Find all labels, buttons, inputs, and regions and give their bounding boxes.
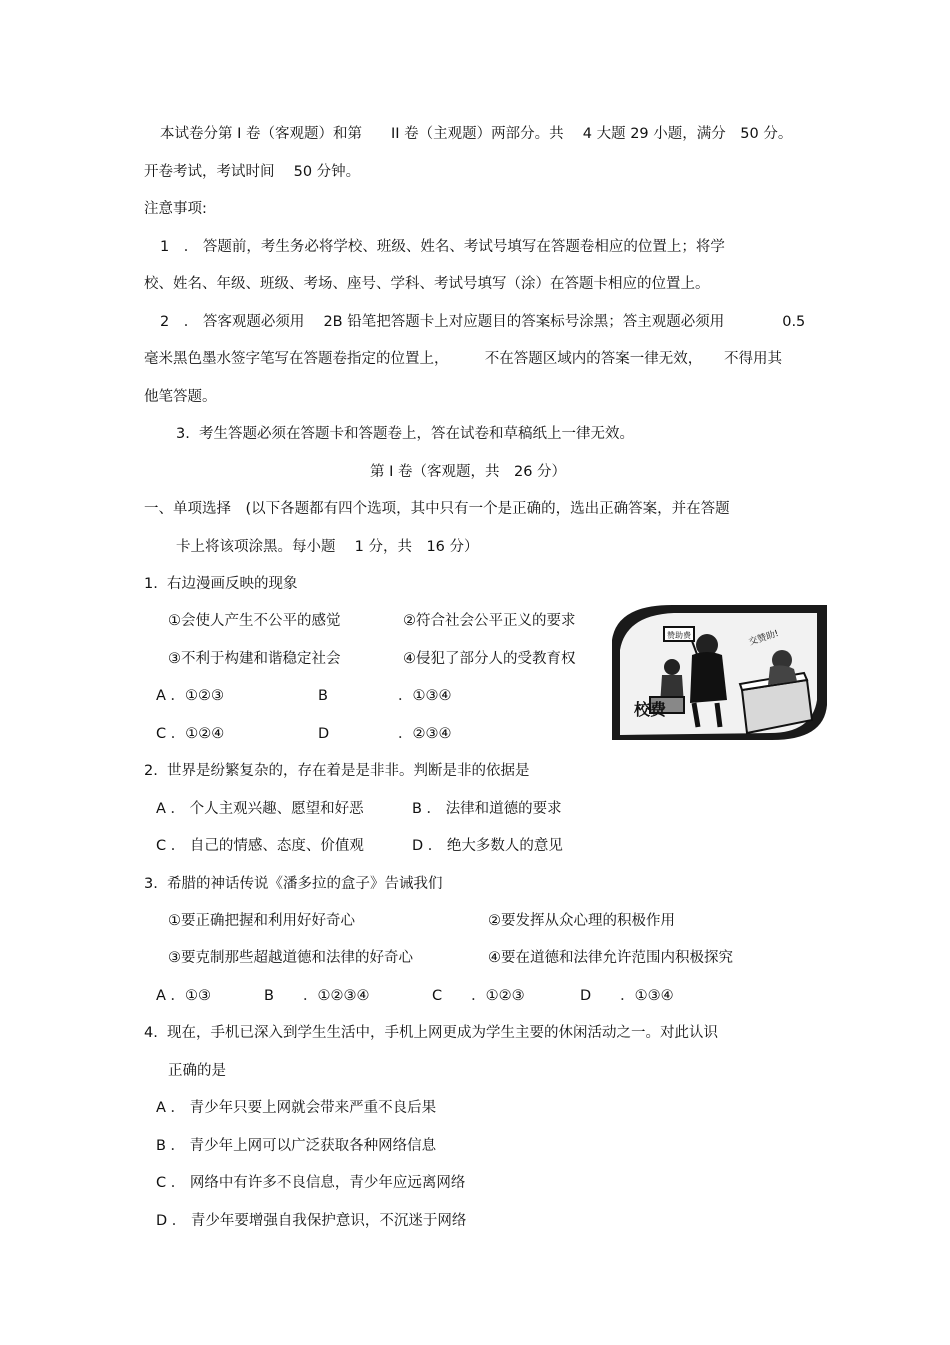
q3-statement-2: ②要发挥从众心理的积极作用 [488, 913, 675, 929]
q1-cartoon-sign: 赞助费 [667, 631, 691, 640]
intro-line-1: 本试卷分第 I 卷（客观题）和第 II 卷（主观题）两部分。共 4 大题 29 小题，满分 50 分。 [160, 126, 793, 142]
notes-heading: 注意事项: [144, 201, 207, 217]
note-1-line-a: 1 ． 答题前，考生务必将学校、班级、姓名、考试号填写在答题卷相应的位置上；将学 [160, 239, 725, 255]
q3-stem: 3. 希腊的神话传说《潘多拉的盒子》告诫我们 [144, 876, 443, 892]
q3-option-d: D ．①③④ [580, 988, 674, 1004]
q3-statement-1: ①要正确把握和利用好好奇心 [168, 913, 355, 929]
note-3: 3. 考生答题必须在答题卡和答题卷上，答在试卷和草稿纸上一律无效。 [176, 426, 635, 442]
q1-option-d-letter: D [318, 726, 330, 742]
q4-option-d: D ． 青少年要增强自我保护意识，不沉迷于网络 [156, 1213, 467, 1229]
q3-option-a: A ．①③ [156, 988, 212, 1004]
q2-option-c: C ． 自己的情感、态度、价值观 [156, 838, 364, 854]
note-2-line-c: 他笔答题。 [144, 389, 217, 405]
q1-option-d-text: ．②③④ [398, 726, 452, 742]
q1-statement-1: ①会使人产生不公平的感觉 [168, 613, 341, 629]
note-1-line-b: 校、姓名、年级、班级、考场、座号、学科、考试号填写（涂）在答题卡相应的位置上。 [144, 276, 710, 292]
q1-option-a: A ．①②③ [156, 688, 225, 704]
q2-option-b: B ． 法律和道德的要求 [412, 801, 562, 817]
note-2-line-a: 2 ． 答客观题必须用 2B 铅笔把答题卡上对应题目的答案标号涂黑；答主观题必须用 0.5 [160, 314, 806, 330]
part-1-instructions-a: 一、单项选择 (以下各题都有四个选项，其中只有一个是正确的，选出正确答案，并在答题 [144, 501, 730, 517]
q3-option-b: B ．①②③④ [264, 988, 370, 1004]
q4-option-b: B ． 青少年上网可以广泛获取各种网络信息 [156, 1138, 437, 1154]
q1-cartoon-image [612, 605, 827, 740]
q1-statement-2: ②符合社会公平正义的要求 [403, 613, 576, 629]
intro-line-2: 开卷考试，考试时间 50 分钟。 [144, 164, 361, 180]
q4-option-c: C ． 网络中有许多不良信息，青少年应远离网络 [156, 1175, 466, 1191]
q3-option-c: C ．①②③ [432, 988, 525, 1004]
q2-option-a: A ． 个人主观兴趣、愿望和好恶 [156, 801, 364, 817]
q1-statement-4: ④侵犯了部分人的受教育权 [403, 651, 576, 667]
q1-cartoon-speech: 交赞助! [747, 628, 781, 648]
section-title: 第 I 卷（客观题，共 26 分） [370, 464, 567, 480]
q1-stem: 1. 右边漫画反映的现象 [144, 576, 298, 592]
q4-option-a: A ． 青少年只要上网就会带来严重不良后果 [156, 1100, 437, 1116]
q1-option-c: C ．①②④ [156, 726, 225, 742]
q1-statement-3: ③不利于构建和谐稳定社会 [168, 651, 341, 667]
q4-stem-a: 4. 现在，手机已深入到学生生活中，手机上网更成为学生主要的休闲活动之一。对此认识 [144, 1025, 719, 1041]
q4-stem-b: 正确的是 [168, 1063, 226, 1079]
q2-stem: 2. 世界是纷繁复杂的，存在着是是非非。判断是非的依据是 [144, 763, 530, 779]
q1-option-b-text: ．①③④ [398, 688, 452, 704]
q2-option-d: D ． 绝大多数人的意见 [412, 838, 563, 854]
note-2-line-b: 毫米黑色墨水签字笔写在答题卷指定的位置上， 不在答题区域内的答案一律无效， 不得用其 [144, 351, 782, 367]
q3-statement-4: ④要在道德和法律允许范围内积极探究 [488, 950, 733, 966]
part-1-instructions-b: 卡上将该项涂黑。每小题 1 分，共 16 分） [176, 539, 479, 555]
q1-cartoon-word: 校费 [634, 700, 667, 719]
q1-option-b-letter: B [318, 688, 328, 704]
q3-statement-3: ③要克制那些超越道德和法律的好奇心 [168, 950, 413, 966]
